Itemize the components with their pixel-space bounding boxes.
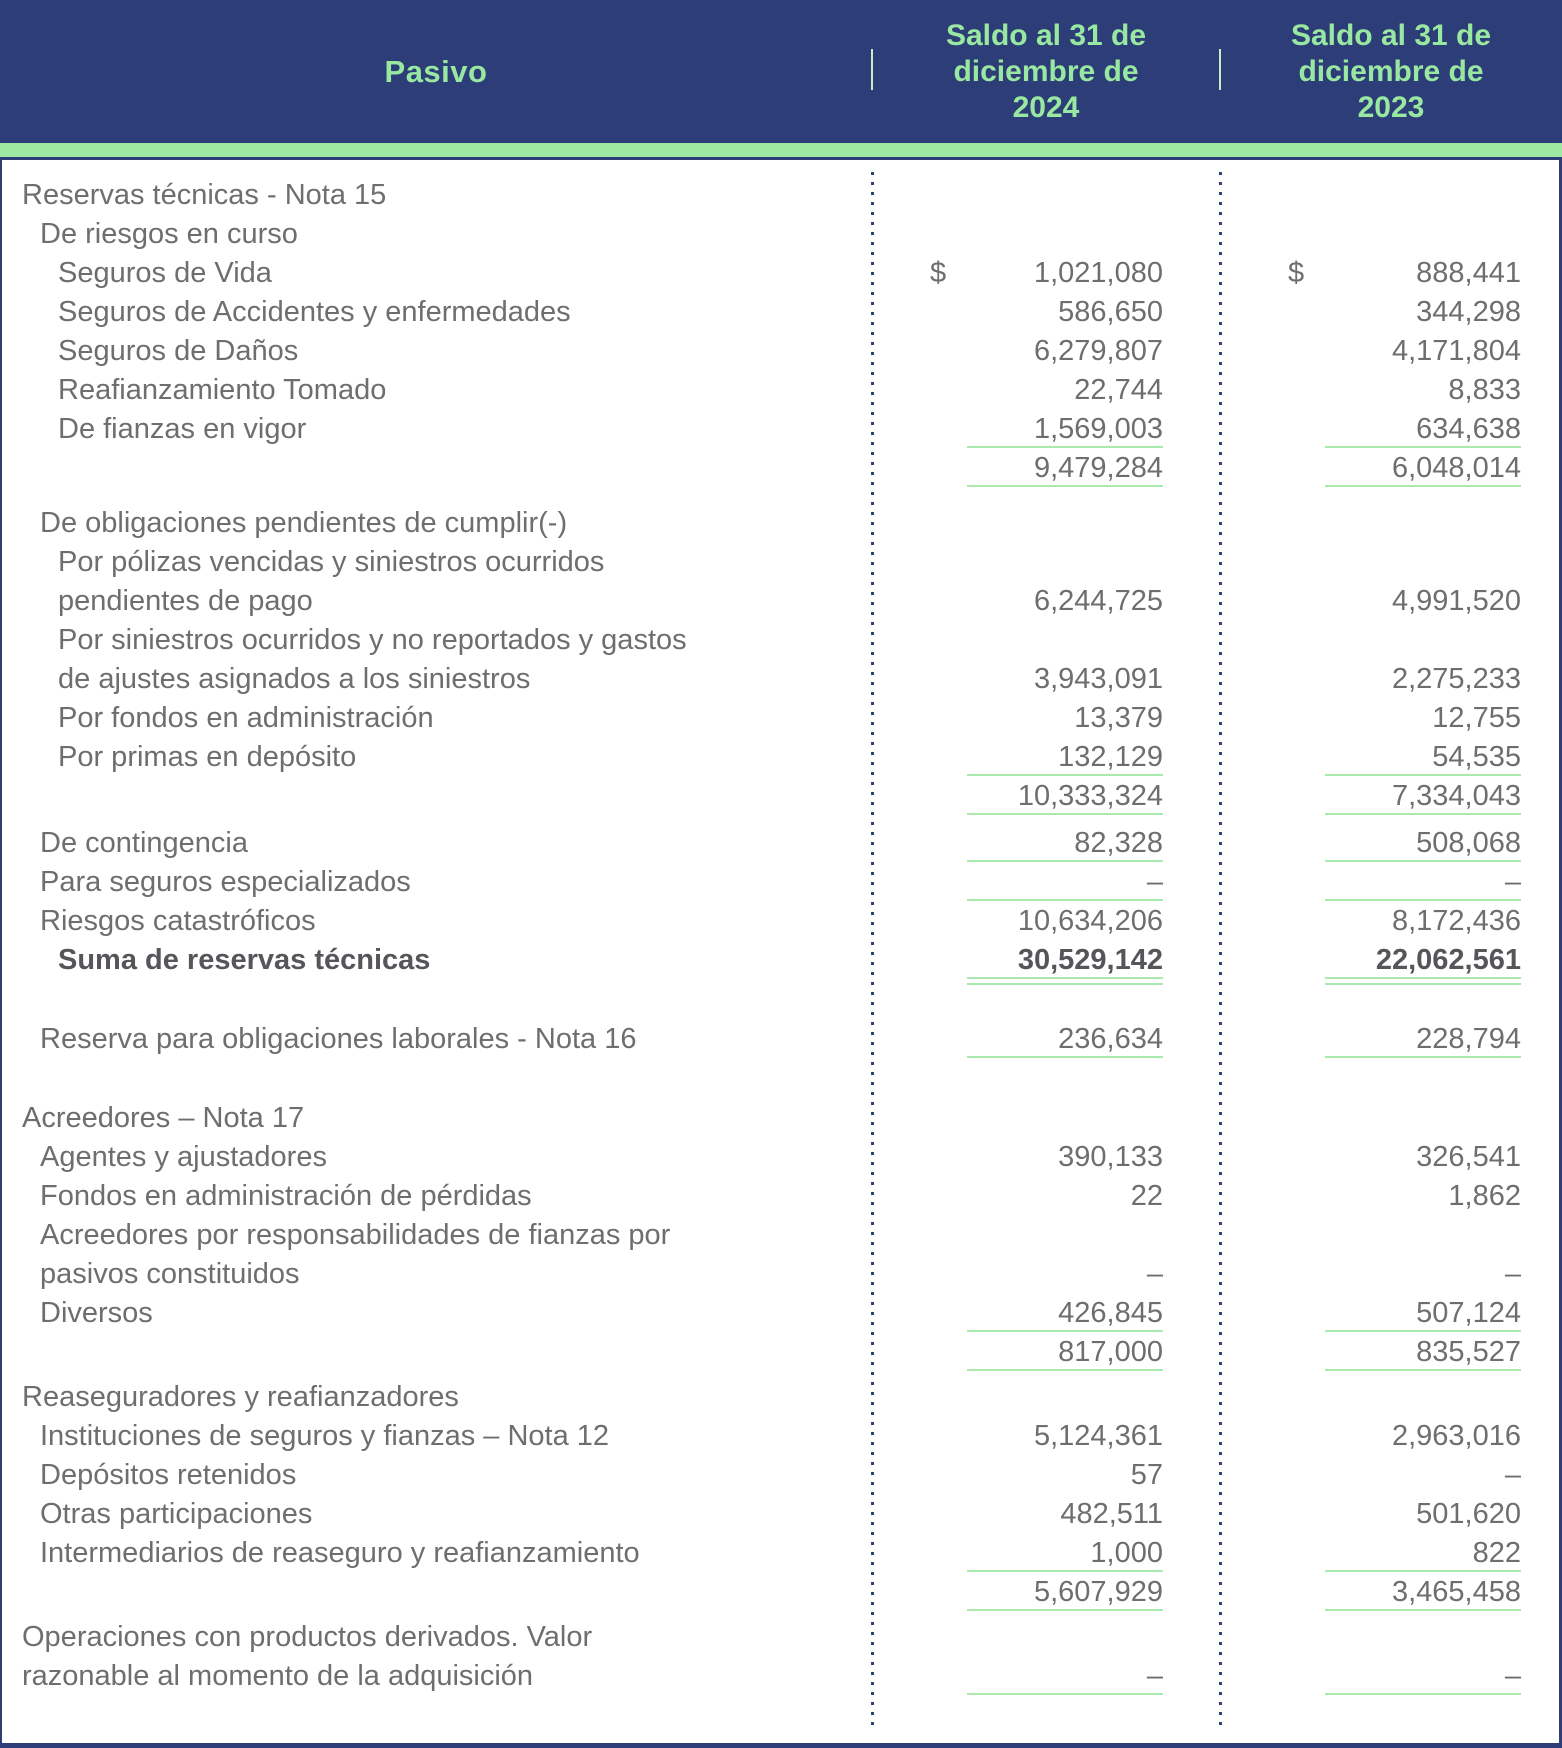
value-cell-2023	[1288, 1216, 1521, 1255]
value-cell-2023	[1288, 176, 1521, 215]
value-cell-2023	[1288, 824, 1521, 863]
row-label: Por pólizas vencidas y siniestros ocurridos	[58, 546, 605, 578]
value-cell-2024	[930, 902, 1163, 941]
value-text: 482,511	[1060, 1498, 1163, 1530]
value-cell-2023	[1288, 582, 1521, 621]
value-cell-2024	[930, 863, 1163, 902]
subtotal-underline	[1325, 446, 1521, 448]
value-cell-2024	[930, 1138, 1163, 1177]
row-label: pasivos constituidos	[40, 1258, 300, 1290]
value-cell-2023	[1288, 699, 1521, 738]
value-text: 7,334,043	[1325, 777, 1521, 816]
table-row	[2, 1456, 1559, 1495]
value-cell-2024	[930, 1333, 1163, 1372]
value-text: 22,062,561	[1325, 941, 1521, 980]
value-text: 326,541	[1416, 1141, 1521, 1173]
value-text: 57	[1130, 1459, 1163, 1491]
value-text: 2,963,016	[1391, 1420, 1521, 1452]
table-row	[2, 863, 1559, 902]
table-row	[2, 176, 1559, 215]
value-text: 22,744	[1074, 374, 1163, 406]
value-cell-2024	[930, 1177, 1163, 1216]
table-row	[2, 1534, 1559, 1573]
row-label: Otras participaciones	[40, 1498, 313, 1530]
table-row	[2, 293, 1559, 332]
subtotal-underline	[967, 774, 1163, 776]
value-cell-2023	[1288, 660, 1521, 699]
table-row	[2, 410, 1559, 449]
value-cell-2024	[930, 1456, 1163, 1495]
value-text: 817,000	[967, 1333, 1163, 1372]
table-row	[2, 1333, 1559, 1372]
value-cell-2023	[1288, 332, 1521, 371]
value-text: 3,465,458	[1325, 1573, 1521, 1612]
table-row	[2, 902, 1559, 941]
value-text: 10,333,324	[967, 777, 1163, 816]
row-label: Depósitos retenidos	[40, 1459, 297, 1491]
value-text: 6,279,807	[1033, 335, 1163, 367]
subtotal-underline	[1325, 1056, 1521, 1058]
value-text: 508,068	[1325, 824, 1521, 863]
value-cell-2023	[1288, 1495, 1521, 1534]
value-text: 54,535	[1325, 738, 1521, 777]
table-row	[2, 504, 1559, 543]
row-label: Riesgos catastróficos	[40, 905, 316, 937]
row-label: Suma de reservas técnicas	[58, 944, 431, 976]
value-cell-2024	[930, 1495, 1163, 1534]
value-cell-2023	[1288, 293, 1521, 332]
subtotal-underline	[1325, 1369, 1521, 1371]
value-text: 2,275,233	[1391, 663, 1521, 695]
row-label: Por primas en depósito	[58, 741, 357, 773]
value-cell-2024	[930, 371, 1163, 410]
table-row	[2, 1138, 1559, 1177]
row-label: Seguros de Daños	[58, 335, 299, 367]
value-text: –	[967, 1657, 1163, 1696]
row-label: de ajustes asignados a los siniestros	[58, 663, 531, 695]
value-cell-2024	[930, 1534, 1163, 1573]
value-cell-2023	[1288, 738, 1521, 777]
table-row	[2, 1216, 1559, 1255]
table-row	[2, 1573, 1559, 1612]
row-label: Operaciones con productos derivados. Valor	[22, 1621, 593, 1653]
header-col-2023	[1220, 0, 1562, 143]
value-text: 501,620	[1416, 1498, 1521, 1530]
value-text: 5,607,929	[967, 1573, 1163, 1612]
subtotal-underline	[967, 1330, 1163, 1332]
value-cell-2023	[1288, 1378, 1521, 1417]
value-text: –	[967, 863, 1163, 902]
value-cell-2023	[1288, 1020, 1521, 1059]
table-row	[2, 332, 1559, 371]
header-title-pasivo: Pasivo	[384, 53, 488, 89]
table-row	[2, 1657, 1559, 1696]
table-row	[2, 1294, 1559, 1333]
table-row	[2, 1495, 1559, 1534]
value-text: 30,529,142	[967, 941, 1163, 980]
value-cell-2024	[930, 699, 1163, 738]
value-cell-2024	[930, 410, 1163, 449]
table-row	[2, 621, 1559, 660]
value-text: 1,000	[967, 1534, 1163, 1573]
value-text: 1,021,080	[1033, 257, 1163, 289]
value-cell-2023	[1288, 777, 1521, 816]
value-cell-2024	[930, 1216, 1163, 1255]
value-cell-2024	[930, 332, 1163, 371]
value-text: 8,833	[1448, 374, 1521, 406]
value-cell-2023	[1288, 1534, 1521, 1573]
row-label: Reserva para obligaciones laborales - Nota 16	[40, 1023, 637, 1055]
row-label: Por fondos en administración	[58, 702, 434, 734]
subtotal-underline	[967, 977, 1163, 979]
value-cell-2024	[930, 1255, 1163, 1294]
table-row	[2, 1099, 1559, 1138]
value-text: 4,171,804	[1391, 335, 1521, 367]
table-row	[2, 1177, 1559, 1216]
row-label: Reservas técnicas - Nota 15	[22, 179, 387, 211]
row-label: Fondos en administración de pérdidas	[40, 1180, 532, 1212]
row-label: pendientes de pago	[58, 585, 313, 617]
value-text: –	[1325, 1657, 1521, 1696]
header-col-2023-label: Saldo al 31 de diciembre de 2023	[1290, 18, 1492, 124]
subtotal-underline	[967, 485, 1163, 487]
value-text: 344,298	[1416, 296, 1521, 328]
subtotal-underline	[1325, 1609, 1521, 1611]
value-text: 6,048,014	[1325, 449, 1521, 488]
value-cell-2023	[1288, 410, 1521, 449]
value-cell-2024	[930, 1417, 1163, 1456]
row-label: Agentes y ajustadores	[40, 1141, 327, 1173]
table-row	[2, 543, 1559, 582]
value-text: 634,638	[1325, 410, 1521, 449]
value-cell-2023	[1288, 215, 1521, 254]
value-cell-2024	[930, 449, 1163, 488]
value-cell-2023	[1288, 621, 1521, 660]
value-cell-2024	[930, 738, 1163, 777]
subtotal-underline	[967, 813, 1163, 815]
value-text: 4,991,520	[1391, 585, 1521, 617]
value-cell-2024	[930, 1573, 1163, 1612]
subtotal-underline	[1325, 813, 1521, 815]
subtotal-underline	[967, 1570, 1163, 1572]
value-cell-2023	[1288, 1657, 1521, 1696]
value-text: 82,328	[967, 824, 1163, 863]
table-row	[2, 738, 1559, 777]
value-text: 13,379	[1074, 702, 1163, 734]
value-cell-2024	[930, 504, 1163, 543]
subtotal-underline	[1325, 860, 1521, 862]
subtotal-underline	[967, 899, 1163, 901]
value-text: 6,244,725	[1033, 585, 1163, 617]
value-text: 888,441	[1416, 257, 1521, 289]
row-label: Seguros de Vida	[58, 257, 272, 289]
value-cell-2024	[930, 1099, 1163, 1138]
value-cell-2024	[930, 582, 1163, 621]
value-cell-2024	[930, 1378, 1163, 1417]
value-text: 10,634,206	[1017, 905, 1163, 937]
table-row	[2, 1378, 1559, 1417]
subtotal-underline	[967, 1609, 1163, 1611]
header-col-2024-label: Saldo al 31 de diciembre de 2024	[945, 18, 1147, 124]
value-text: 586,650	[1058, 296, 1163, 328]
table-row	[2, 582, 1559, 621]
value-cell-2023	[1288, 863, 1521, 902]
table-row	[2, 1618, 1559, 1657]
header-col-2024	[872, 0, 1220, 143]
value-text: 8,172,436	[1391, 905, 1521, 937]
value-cell-2023	[1288, 543, 1521, 582]
value-text: 822	[1325, 1534, 1521, 1573]
value-cell-2023	[1288, 1294, 1521, 1333]
value-cell-2024	[930, 543, 1163, 582]
value-text: 835,527	[1325, 1333, 1521, 1372]
value-text: 132,129	[967, 738, 1163, 777]
value-text: 22	[1130, 1180, 1163, 1212]
value-cell-2024	[930, 254, 1163, 293]
table-body	[0, 157, 1562, 1748]
value-cell-2023	[1288, 941, 1521, 980]
table-row	[2, 941, 1559, 980]
table-row	[2, 1255, 1559, 1294]
row-label: Seguros de Accidentes y enfermedades	[58, 296, 571, 328]
row-label: De contingencia	[40, 827, 248, 859]
table-row	[2, 660, 1559, 699]
value-text: –	[1504, 1258, 1521, 1290]
value-cell-2023	[1288, 449, 1521, 488]
subtotal-underline-second	[1325, 983, 1521, 985]
value-cell-2024	[930, 941, 1163, 980]
table-row	[2, 1020, 1559, 1059]
subtotal-underline	[1325, 485, 1521, 487]
row-label: Instituciones de seguros y fianzas – Nota 12	[40, 1420, 610, 1452]
table-row	[2, 371, 1559, 410]
subtotal-underline-second	[967, 983, 1163, 985]
value-text: 3,943,091	[1033, 663, 1163, 695]
subtotal-underline	[1325, 1693, 1521, 1695]
value-cell-2023	[1288, 1099, 1521, 1138]
value-cell-2023	[1288, 1255, 1521, 1294]
value-cell-2023	[1288, 371, 1521, 410]
subtotal-underline	[967, 446, 1163, 448]
value-cell-2024	[930, 176, 1163, 215]
value-cell-2023	[1288, 902, 1521, 941]
table-row	[2, 449, 1559, 488]
value-text: 5,124,361	[1033, 1420, 1163, 1452]
subtotal-underline	[967, 860, 1163, 862]
value-cell-2023	[1288, 1177, 1521, 1216]
value-cell-2024	[930, 1294, 1163, 1333]
subtotal-underline	[1325, 977, 1521, 979]
table-row	[2, 254, 1559, 293]
row-label: Reafianzamiento Tomado	[58, 374, 387, 406]
value-text: 426,845	[967, 1294, 1163, 1333]
value-cell-2024	[930, 777, 1163, 816]
value-cell-2023	[1288, 1456, 1521, 1495]
row-label: De obligaciones pendientes de cumplir(-)	[40, 507, 568, 539]
value-text: 507,124	[1325, 1294, 1521, 1333]
value-cell-2024	[930, 1020, 1163, 1059]
value-cell-2024	[930, 215, 1163, 254]
subtotal-underline	[967, 1693, 1163, 1695]
value-cell-2023	[1288, 1138, 1521, 1177]
value-cell-2024	[930, 621, 1163, 660]
row-label: De fianzas en vigor	[58, 413, 307, 445]
value-cell-2024	[930, 824, 1163, 863]
currency-symbol: $	[930, 257, 947, 289]
value-text: 236,634	[967, 1020, 1163, 1059]
subtotal-underline	[967, 1369, 1163, 1371]
row-label: Acreedores – Nota 17	[22, 1102, 305, 1134]
value-text: 1,569,003	[967, 410, 1163, 449]
subtotal-underline	[967, 1056, 1163, 1058]
table-header	[0, 0, 1562, 143]
row-label: Por siniestros ocurridos y no reportados y gastos	[58, 624, 687, 656]
value-text: 228,794	[1325, 1020, 1521, 1059]
table-row	[2, 699, 1559, 738]
value-cell-2023	[1288, 1333, 1521, 1372]
value-cell-2023	[1288, 1573, 1521, 1612]
subtotal-underline	[1325, 899, 1521, 901]
value-cell-2024	[930, 1618, 1163, 1657]
subtotal-underline	[1325, 1330, 1521, 1332]
currency-symbol: $	[1288, 257, 1305, 289]
value-text: 12,755	[1432, 702, 1521, 734]
value-text: 9,479,284	[967, 449, 1163, 488]
row-label: razonable al momento de la adquisición	[22, 1660, 534, 1692]
table-row	[2, 1417, 1559, 1456]
table-row	[2, 215, 1559, 254]
value-cell-2023	[1288, 1417, 1521, 1456]
green-divider-band	[0, 143, 1562, 157]
table-rows	[2, 176, 1559, 1696]
value-cell-2023	[1288, 254, 1521, 293]
table-row	[2, 824, 1559, 863]
value-cell-2023	[1288, 504, 1521, 543]
value-cell-2023	[1288, 1618, 1521, 1657]
row-label: Para seguros especializados	[40, 866, 411, 898]
value-text: –	[1504, 1459, 1521, 1491]
row-label: Reaseguradores y reafianzadores	[22, 1381, 459, 1413]
value-cell-2024	[930, 1657, 1163, 1696]
value-cell-2024	[930, 660, 1163, 699]
row-label: Diversos	[40, 1297, 153, 1329]
value-text: –	[1325, 863, 1521, 902]
subtotal-underline	[1325, 774, 1521, 776]
row-label: Intermediarios de reaseguro y reafianzamiento	[40, 1537, 640, 1569]
value-text: 1,862	[1448, 1180, 1521, 1212]
row-label: De riesgos en curso	[40, 218, 298, 250]
value-text: –	[1146, 1258, 1163, 1290]
row-label: Acreedores por responsabilidades de fianzas por	[40, 1219, 671, 1251]
subtotal-underline	[1325, 1570, 1521, 1572]
value-text: 390,133	[1058, 1141, 1163, 1173]
value-cell-2024	[930, 293, 1163, 332]
table-row	[2, 777, 1559, 816]
